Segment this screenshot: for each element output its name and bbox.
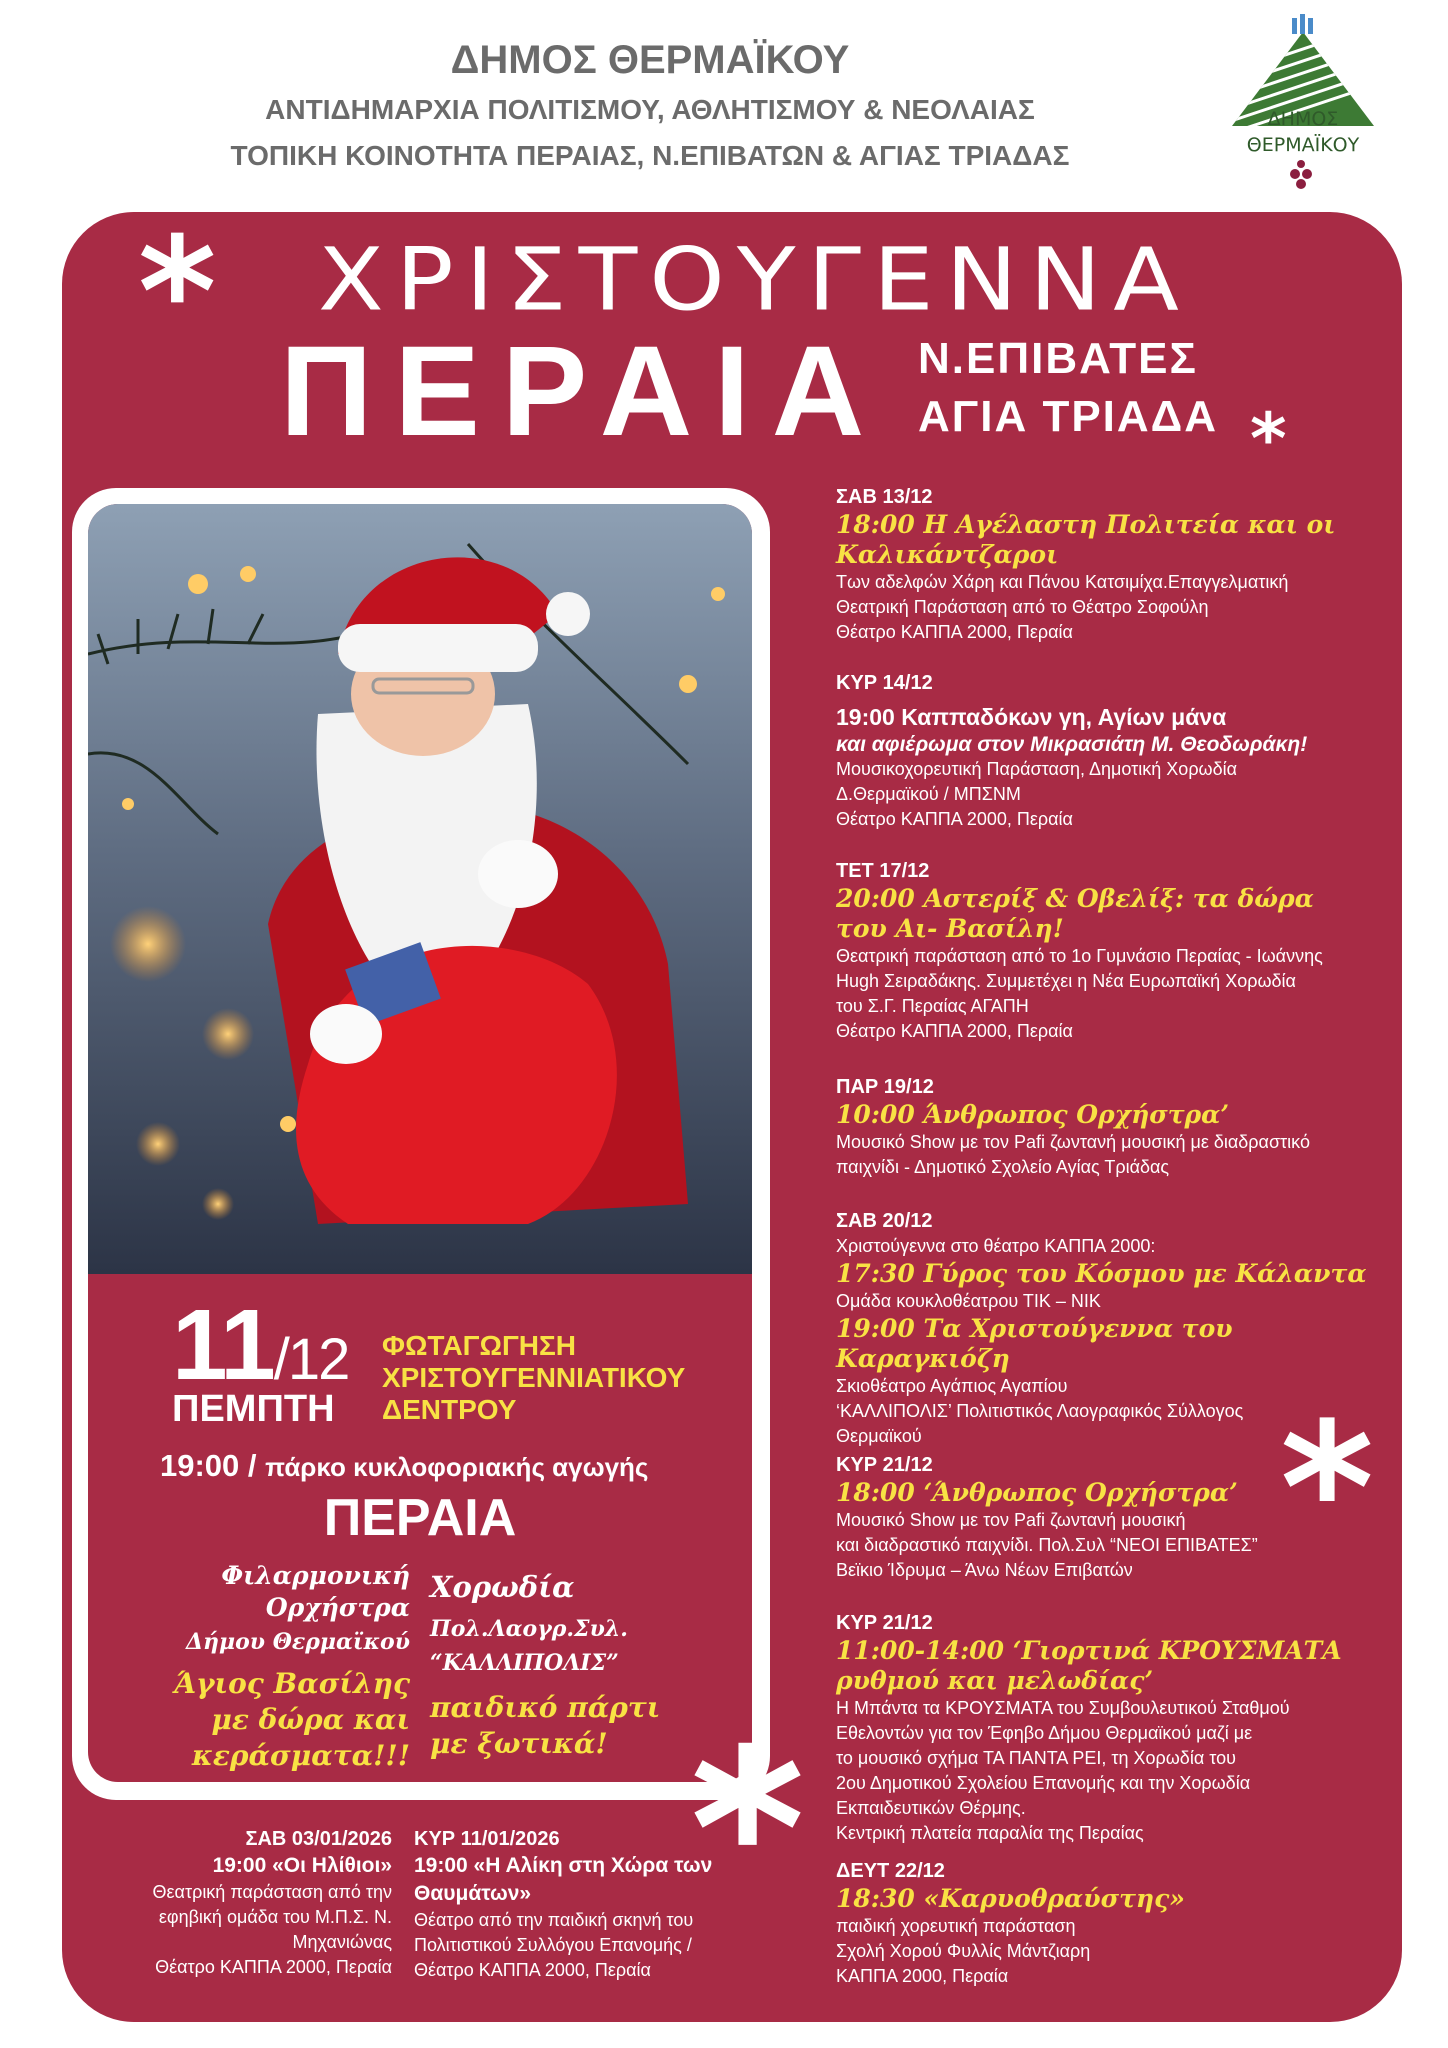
event-detail: Θέατρο ΚΑΠΠΑ 2000, Περαία [155, 1957, 392, 1977]
village-name: Ν.ΕΠΙΒΑΤΕΣ [918, 334, 1198, 383]
event-detail: Θέατρο ΚΑΠΠΑ 2000, Περαία [836, 622, 1073, 642]
event-subtitle: και αφιέρωμα στον Μικρασιάτη Μ. Θεοδωράκη! [836, 733, 1308, 756]
event-detail: Δ.Θερμαϊκού / ΜΠΣΝΜ [836, 784, 1021, 804]
event-detail: Σχολή Χορού Φυλλίς Μάντζιαρη [836, 1941, 1091, 1961]
event-title: 20:00 Αστερίξ & Οβελίξ: τα δώρα [836, 884, 1314, 913]
event-title: 11:00-14:00 ‘Γιορτινά ΚΡΟΥΣΜΑΤΑ [836, 1636, 1342, 1665]
event-title: ρυθμού και μελωδίας’ [836, 1666, 1154, 1695]
asterisk-icon: * [138, 206, 217, 380]
event-title: του Αι- Βασίλη! [836, 914, 1064, 943]
event-detail: Εκπαιδευτικών Θέρμης. [836, 1798, 1026, 1818]
event-title: Θαυμάτων» [414, 1882, 532, 1905]
event-detail: ‘ΚΑΛΛΙΠΟΛΙΣ’ Πολιτιστικός Λαογραφικός Σύλλογος [836, 1401, 1244, 1421]
event-detail: 2ου Δημοτικού Σχολείου Επανομής και την Χορωδία [836, 1773, 1251, 1793]
asterisk-icon: * [1280, 1385, 1375, 1594]
event-title: 19:00 Τα Χριστούγεννα του Καραγκιόζη [836, 1314, 1233, 1373]
event-day: ΣΑΒ 03/01/2026 [245, 1828, 392, 1850]
kids-party-note: παιδικό πάρτι με ξωτικά! [430, 1691, 661, 1760]
community-subtitle: ΤΟΠΙΚΗ ΚΟΙΝΟΤΗΤΑ ΠΕΡΑΙΑΣ, Ν.ΕΠΙΒΑΤΩΝ & ΑΓΙΑΣ ΤΡΙΑΔΑΣ [230, 140, 1070, 171]
event-day: ΣΑΒ 20/12 [836, 1210, 933, 1232]
event-detail: και διαδραστικό παιχνίδι. Πολ.Συλ “ΝΕΟΙ ΕΠΙΒΑΤΕΣ” [836, 1535, 1258, 1555]
event-detail: Εθελοντών για τον Έφηβο Δήμου Θερμαϊκού μαζί με [836, 1723, 1253, 1743]
event-detail: Μουσικό Show με τον Pafi ζωντανή μουσική [836, 1510, 1186, 1530]
event-day: ΔΕΥΤ 22/12 [836, 1860, 945, 1882]
event-detail: Μουσικό Show με τον Pafi ζωντανή μουσική με διαδραστικό [836, 1132, 1310, 1152]
event-detail: Η Μπάντα τα ΚΡΟΥΣΜΑΤΑ του Συμβουλευτικού Σταθμού [836, 1698, 1290, 1718]
event-title: 19:00 Καππαδόκων γη, Αγίων μάνα [836, 704, 1227, 730]
event-detail: εφηβική ομάδα του Μ.Π.Σ. Ν. [158, 1907, 392, 1927]
event-item [836, 858, 1396, 1044]
event-item [836, 484, 1396, 645]
event-day: ΚΥΡ 11/01/2026 [414, 1828, 560, 1850]
santa-claus-photo [88, 504, 752, 1274]
event-day: ΚΥΡ 21/12 [836, 1612, 933, 1634]
villages-list [918, 330, 1218, 446]
event-detail: του Σ.Γ. Περαίας ΑΓΑΠΗ [836, 996, 1029, 1016]
event-item [836, 1858, 1396, 1989]
event-day: ΤΕΤ 17/12 [836, 860, 930, 882]
event-item [836, 1610, 1396, 1846]
village-name: ΑΓΙΑ ΤΡΙΑΔΑ [918, 392, 1219, 441]
event-title: 17:30 Γύρος του Κόσμου με Κάλαντα [836, 1259, 1367, 1288]
event-title: Καλικάντζαροι [836, 540, 1059, 569]
event-item [836, 1074, 1396, 1180]
tree-lighting-time: 19:00 / πάρκο κυκλοφοριακής αγωγής [160, 1448, 649, 1483]
event-detail: Θεατρική Παράσταση από το Θέατρο Σοφούλη [836, 597, 1209, 617]
event-detail: Ομάδα κουκλοθέατρου ΤΙΚ – ΝΙΚ [836, 1291, 1101, 1311]
event-item [70, 1826, 392, 1980]
choir-title: Χορωδία [430, 1570, 575, 1604]
town-title: ΠΕΡΑΙΑ [280, 320, 887, 463]
event-detail: Σκιοθέατρο Αγάπιος Αγαπίου [836, 1376, 1068, 1396]
event-detail: Θεατρική παράσταση από την [152, 1882, 392, 1902]
event-day: ΣΑΒ 13/12 [836, 486, 933, 508]
event-detail: Θέατρο ΚΑΠΠΑ 2000, Περαία [414, 1960, 651, 1980]
event-detail: ΚΑΠΠΑ 2000, Περαία [836, 1966, 1009, 1986]
event-day: ΚΥΡ 14/12 [836, 672, 933, 694]
event-item [836, 1208, 1396, 1449]
event-detail: Μηχανιώνας [292, 1932, 392, 1952]
event-title: 10:00 Άνθρωπος Ορχήστρα’ [836, 1100, 1230, 1129]
event-item [836, 670, 1396, 832]
event-title: 18:30 «Καρυοθραύστης» [836, 1884, 1185, 1913]
event-title: 18:00 Η Αγέλαστη Πολιτεία και οι [836, 510, 1336, 539]
event-detail: Μουσικοχορευτική Παράσταση, Δημοτική Χορωδία [836, 759, 1238, 779]
event-detail: Θέατρο από την παιδική σκηνή του [414, 1910, 694, 1930]
event-detail: παιχνίδι - Δημοτικό Σχολείο Αγίας Τριάδας [836, 1157, 1170, 1177]
tree-lighting-date: 11/12 [172, 1289, 349, 1401]
philharmonic-orchestra: Φιλαρμονική Ορχήστρα [221, 1561, 410, 1622]
event-detail: Θεατρική παράσταση από το 1ο Γυμνάσιο Περαίας - Ιωάννης [836, 946, 1323, 966]
event-detail: Θερμαϊκού [836, 1426, 922, 1446]
event-detail: Κεντρική πλατεία παραλία της Περαίας [836, 1823, 1144, 1843]
event-detail: Βεϊκιο Ίδρυμα – Άνω Νέων Επιβατών [836, 1560, 1133, 1580]
asterisk-icon: * [1250, 398, 1287, 480]
event-title: 18:00 ‘Άνθρωπος Ορχήστρα’ [836, 1478, 1238, 1507]
tree-lighting-label: ΦΩΤΑΓΩΓΗΣΗ ΧΡΙΣΤΟΥΓΕΝΝΙΑΤΙΚΟΥ ΔΕΝΤΡΟΥ [382, 1330, 686, 1425]
event-detail: Των αδελφών Χάρη και Πάνου Κατσιμίχα.Επαγγελματική [836, 572, 1289, 592]
choir-org: Πολ.Λαογρ.Συλ. “ΚΑΛΛΙΠΟΛΙΣ” [430, 1616, 628, 1676]
event-detail: το μουσικό σχήμα ΤΑ ΠΑΝΤΑ ΡΕΙ, τη Χορωδία του [836, 1748, 1236, 1768]
logo-text-line1: ΔΗΜΟΣ [1267, 108, 1339, 130]
event-detail: Πολιτιστικού Συλλόγου Επανομής / [414, 1935, 692, 1955]
municipality-title: ΔΗΜΟΣ ΘΕΡΜΑΪΚΟΥ [450, 38, 850, 82]
tree-lighting-weekday: ΠΕΜΠΤΗ [172, 1388, 335, 1430]
event-detail: παιδική χορευτική παράσταση [836, 1916, 1076, 1936]
santa-gifts-note: Άγιος Βασίλης με δώρα και κεράσματα!!! [174, 1667, 410, 1772]
event-item [836, 1452, 1396, 1583]
logo-text-line2: ΘΕΡΜΑΪΚΟΥ [1246, 134, 1360, 156]
event-day: ΚΥΡ 21/12 [836, 1454, 933, 1476]
event-detail: Θέατρο ΚΑΠΠΑ 2000, Περαία [836, 809, 1073, 829]
christmas-headline: ΧΡΙΣΤΟΥΓΕΝΝΑ [318, 229, 1191, 331]
event-title: 19:00 «Οι Ηλίθιοι» [212, 1854, 392, 1877]
event-detail: Hugh Σειραδάκης. Συμμετέχει η Νέα Ευρωπαϊκή Χορωδία [836, 971, 1296, 991]
event-detail: Θέατρο ΚΑΠΠΑ 2000, Περαία [836, 1021, 1073, 1041]
event-day: ΠΑΡ 19/12 [836, 1076, 934, 1098]
philharmonic-org: Δήμου Θερμαϊκού [185, 1629, 410, 1655]
tree-lighting-place: ΠΕΡΑΙΑ [323, 1489, 517, 1547]
event-title: 19:00 «Η Αλίκη στη Χώρα των [414, 1854, 713, 1877]
event-intro: Χριστούγεννα στο θέατρο ΚΑΠΠΑ 2000: [836, 1236, 1156, 1256]
department-subtitle: ΑΝΤΙΔΗΜΑΡΧΙΑ ΠΟΛΙΤΙΣΜΟΥ, ΑΘΛΗΤΙΣΜΟΥ & ΝΕΟΛΑΙΑΣ [265, 94, 1035, 125]
asterisk-icon: * [690, 1702, 806, 1958]
